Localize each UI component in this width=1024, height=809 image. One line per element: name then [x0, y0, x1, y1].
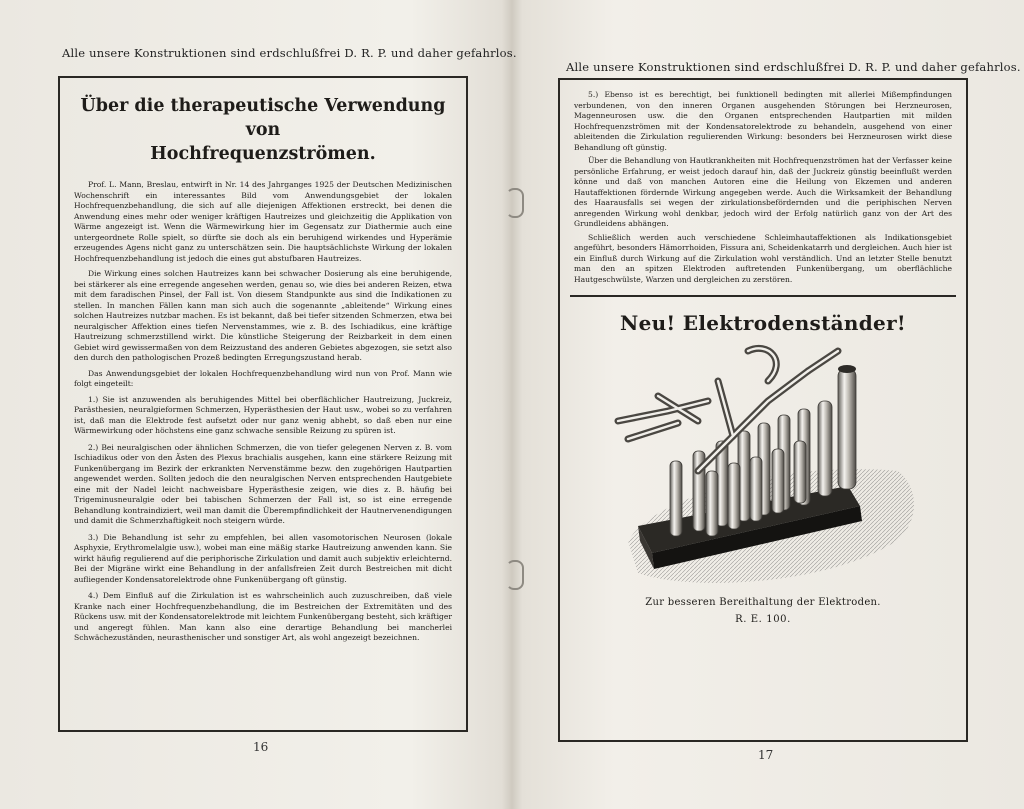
list-item: 1.) Sie ist anzuwenden als beruhigendes Mittel bei oberflächlicher Hautreizung, Juckreiz, Parästhesien, neuralgieformen Schmerzen, Hyperästhesien der Haut usw., wobei so zu verfahren ist, daß man die Elektrode fest aufsetzt oder nur ganz wenig abhebt, so daß eben nur eine Wärmewirkung oder höchstens eine ganz schwache sensible Reizung zu spüren ist. — [74, 394, 452, 435]
paragraph: Die Wirkung eines solchen Hautreizes kann bei schwacher Dosierung als eine beruhigende, bei stärkerer als eine erregende angesehen werden, genau so, wie dies bei anderen Reizen, etwa mit dem faradischen Pinsel, der Fall ist. Von diesem Standpunkte aus sind die Indikationen zu stellen. In manchen Fällen kann man sich auch die sogenannte „ableitende“ Wirkung eines solchen Hautreizes nutzbar machen. Es ist bekannt, daß bei tiefer sitzenden Schmerzen, etwa bei neuralgischer Affektion eines tiefen Nervenstammes, wie z. B. des Ischiadikus, eine kräftige Hautreizung schmerzstillend wirkt. Die künstliche Steigerung der Reizbarkeit in dem einen Gebiet wird gewissermaßen von dem Reizzustand des anderen Gebietes abgezogen, sie setzt also den durch den pathologischen Prozeß bedingten Erregungszustand herab. — [74, 269, 452, 362]
staple — [506, 188, 524, 218]
paragraph: Prof. L. Mann, Breslau, entwirft in Nr. 14 des Jahrganges 1925 der Deutschen Medizinischen Wochenschrift ein interessantes Bild vom Anwendungsgebiet der lokalen Hochfrequenzbehandlung, die sich auf alle diejenigen Affektionen erstreckt, bei denen die Anwendung eines mehr oder weniger kräftigen Hautreizes und gleichzeitig die Applikation von Wärme angezeigt ist. Wenn die Wärmewirkung hier im Gegensatz zur Diathermie auch eine untergeordnete Rolle spielt, so dürfte sie doch als ein beruhigend wirkendes und Hyperämie erzeugendes Agens nicht ganz zu unterschätzen sein. Die hauptsächlichste Wirkung der lokalen Hochfrequenzbehandlung ist jedoch die eines gut abstufbaren Hautreizes. — [74, 180, 452, 263]
article-title-line2: Hochfrequenzströmen. — [150, 144, 376, 164]
illustration-caption: Zur besseren Bereithaltung der Elektroden. — [645, 597, 881, 608]
list-item: 2.) Bei neuralgischen oder ähnlichen Schmerzen, die von tiefer gelegenen Nerven z. B. vom Ischiadikus oder von den Ästen des Plexus brachialis ausgehen, kann eine stärkere Reizung mit Funkenübergang im Bezirk der erkrankten Nervenstämme bezw. den zugehörigen Hautpartien angewendet werden. Sollten jedoch die den neuralgischen Nerven entsprechenden Hautgebiete eine mit der Nadel leicht nachweisbare Hyperästhesie zeigen, wie dies z. B. häufig bei Trigeminusneuralgie oder bei tabischen Schmerzen der Fall ist, so ist eine erregende Behandlung kontraindiziert, weil man damit die Überempfindlichkeit der Hautnervenendigungen und damit die Schmerzhaftigkeit noch steigern würde. — [74, 442, 452, 525]
list-item: 4.) Dem Einfluß auf die Zirkulation ist es wahrscheinlich auch zuzuschreiben, daß viele Kranke nach einer Hochfrequenzbehandlung, die im Bestreichen der Extremitäten und des Rückens usw. mit der Kondensatorelektrode mit leichtem Funkenübergang besteht, sich kräftiger und angeregt fühlen. Man kann also eine derartige Behandlung bei mancherlei Schwächezuständen, neurasthenischer und sonstiger Art, als wohl angezeigt bezeichnen. — [74, 591, 452, 642]
product-code: R. E. 100. — [735, 614, 791, 625]
right-running-header: Alle unsere Konstruktionen sind erdschlußfrei D. R. P. und daher gefahrlos. — [566, 60, 1021, 74]
left-article-body — [74, 180, 452, 644]
paragraph: Über die Behandlung von Hautkrankheiten mit Hochfrequenzströmen hat der Verfasser keine persönliche Erfahrung, er weist jedoch darauf hin, daß der Juckreiz günstig beeinflußt werden könne und daß von manchen Autoren eine die Heilung von Ekzemen und anderen Hautaffektionen fördernde Wirkung angegeben werde. Auch die Wirksamkeit der Behandlung des Haarausfalls sei wegen der zirkulationsbefördernden und die periphischen Nerven anregenden Wirkung wohl denkbar, jedoch wird der Erfolg natürlich ganz von der Art des Grundleidens abhängen. — [574, 156, 952, 228]
right-article-body — [574, 90, 952, 285]
list-item: 3.) Die Behandlung ist sehr zu empfehlen, bei allen vasomotorischen Neurosen (lokale Asphyxie, Erythromelalgie usw.), wobei man eine mäßig starke Hautreizung anwenden kann. Sie wirkt häufig regulierend auf die periphorische Zirkulation und damit auch subjektiv erleichternd. Bei der Migräne wirkt eine Behandlung in der anfallsfreien Zeit durch Bestreichen mit dicht aufliegender Kondensatorelektrode ohne Funkenübergang oft günstig. — [74, 532, 452, 584]
right-page-frame — [558, 78, 968, 742]
paragraph: Das Anwendungsgebiet der lokalen Hochfrequenzbehandlung wird nun von Prof. Mann wie folgt eingeteilt: — [74, 368, 452, 388]
list-item: 5.) Ebenso ist es berechtigt, bei funktionell bedingten mit allerlei Mißempfindungen verbundenen, von den inneren Organen ausgehenden Störungen bei Herzneurosen, Magenneurosen usw. die den Organen entsprechenden Hautpartien mit milden Hochfrequenzströmen mit der Kondensatorelektrode zu behandeln, ausgehend von einer ableitenden die Zirkulation regulierenden Wirkung: besonders bei Herzneurosen wirkt diese Behandlung oft günstig. — [574, 90, 952, 152]
electrode-stand-illustration — [598, 341, 928, 591]
paragraph: Schließlich werden auch verschiedene Schleimhautaffektionen als Indikationsgebiet angeführt, besonders Hämorrhoiden, Fissura ani, Scheidenkatarrh und dergleichen. Auch hier ist ein Einfluß durch Wirkung auf die Zirkulation wohl verständlich. Und an letzter Stelle benutzt man den an spitzen Elektroden auftretenden Funkenübergang, um oberflächliche Hautgeschwülste, Warzen und dergleichen zu zerstören. — [574, 232, 952, 284]
staple — [506, 560, 524, 590]
left-page-frame — [58, 76, 468, 732]
right-page-number: 17 — [758, 748, 774, 762]
article-title — [74, 94, 452, 166]
article-title-line1: Über die therapeutische Verwendung von — [80, 96, 446, 140]
section-divider — [570, 295, 956, 297]
advertisement-title: Neu! Elektrodenständer! — [619, 311, 906, 335]
left-running-header: Alle unsere Konstruktionen sind erdschlußfrei D. R. P. und daher gefahrlos. — [62, 46, 517, 60]
left-page-number: 16 — [253, 740, 269, 754]
